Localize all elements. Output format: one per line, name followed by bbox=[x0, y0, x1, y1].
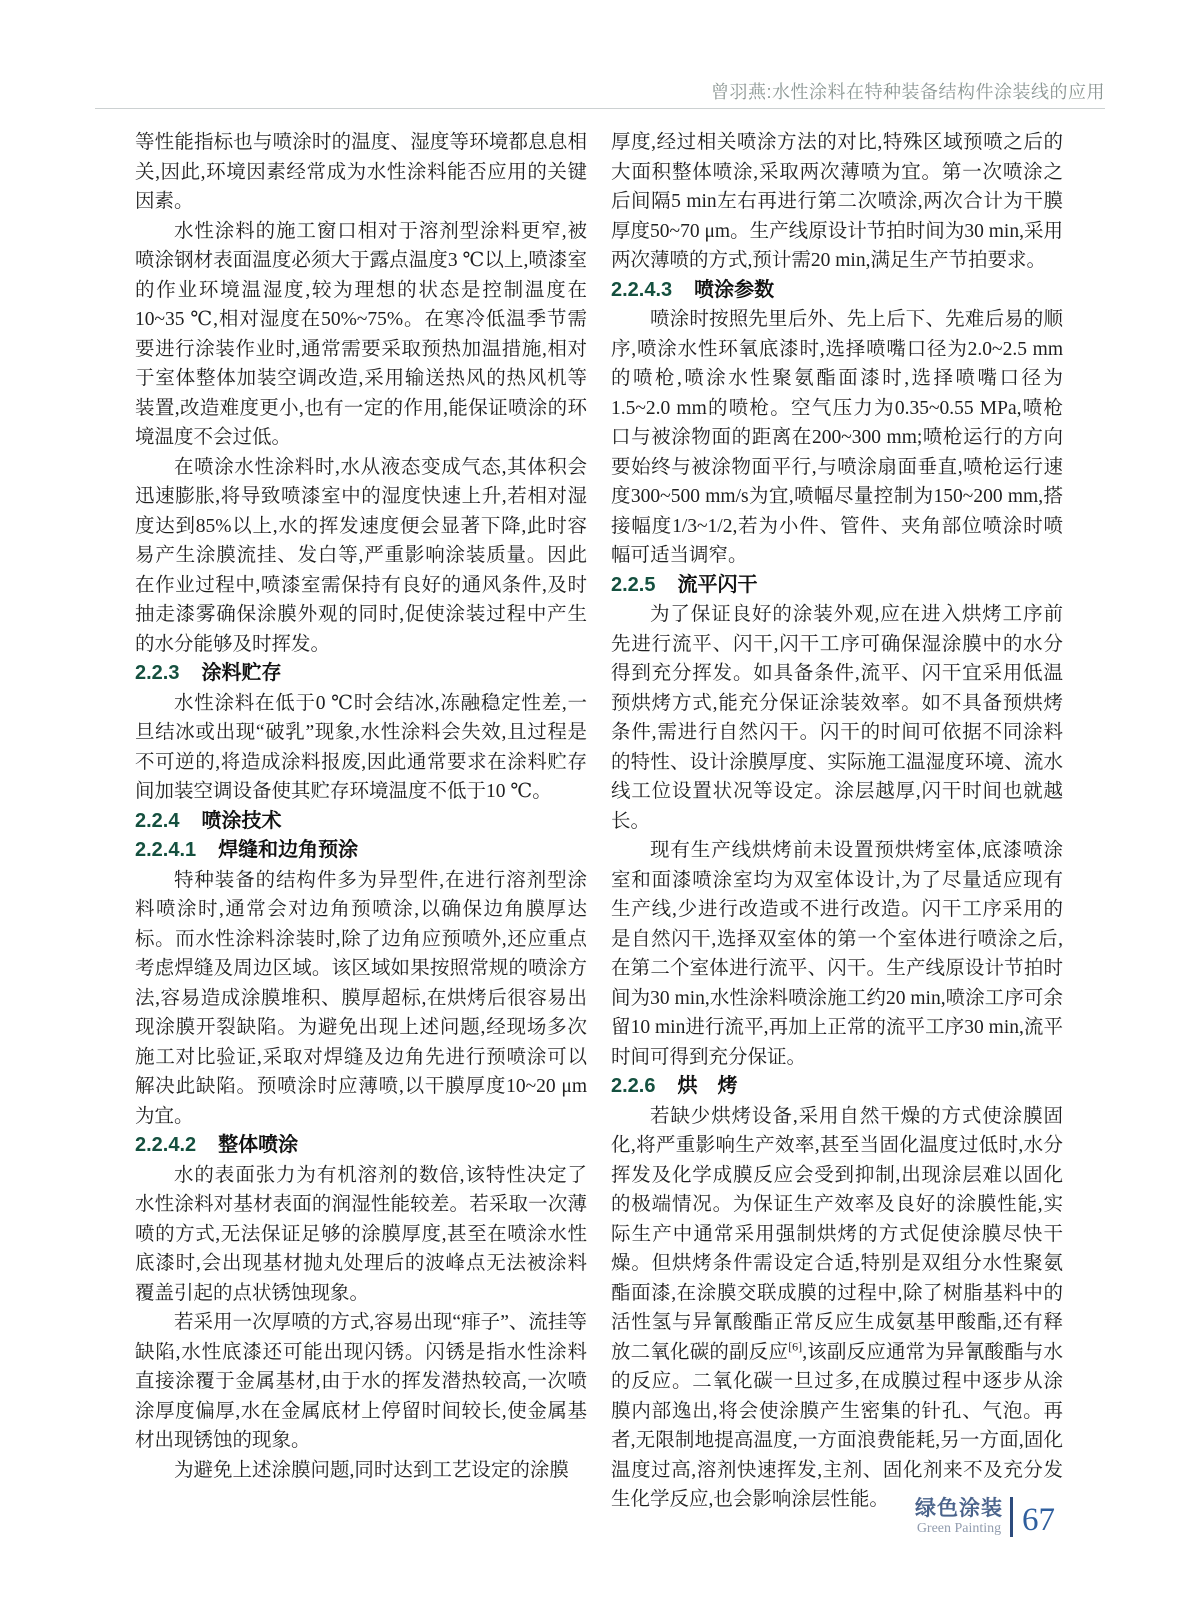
paragraph-text: 若缺少烘烤设备,采用自然干燥的方式使涂膜固化,将严重影响生产效率,甚至当固化温度过低时,水分挥发及化学成膜反应会受到抑制,出现涂层难以固化的极端情况。为保证生产效率及良好的涂膜性能,实际生产中通常采用强制烘烤的方式促使涂膜尽快干燥。但烘烤条件需设定合适,特别是双组分水性聚氨酯面漆,在涂膜交联成膜的过程中,除了树脂基料中的活性氢与异氰酸酯正常反应生成氨基甲酸酯,还有释放二氧化碳的副反应 bbox=[611, 1105, 1063, 1363]
paragraph: 特种装备的结构件多为异型件,在进行溶剂型涂料喷涂时,通常会对边角预喷涂,以确保边角膜厚达标。而水性涂料涂装时,除了边角应预喷外,还应重点考虑焊缝及周边区域。该区域如果按照常规的喷涂方法,容易造成涂膜堆积、膜厚超标,在烘烤后很容易出现涂膜开裂缺陷。为避免出现上述问题,经现场多次施工对比验证,采取对焊缝及边角先进行预喷涂可以解决此缺陷。预喷涂时应薄喷,以干膜厚度10~20 μm为宜。 bbox=[135, 869, 587, 1127]
running-head: 曾羽燕:水性涂料在特种装备结构件涂装线的应用 bbox=[711, 82, 1105, 102]
section-title: 流平闪干 bbox=[677, 573, 758, 596]
paragraph: 水性涂料在低于0 ℃时会结冰,冻融稳定性差,一旦结冰或出现“破乳”现象,水性涂料会失效,且过程是不可逆的,将造成涂料报废,因此通常要求在涂料贮存间加装空调设备使其贮存环境温度不低于10 ℃。 bbox=[135, 692, 587, 802]
paragraph: 现有生产线烘烤前未设置预烘烤室体,底漆喷涂室和面漆喷涂室均为双室体设计,为了尽量适应现有生产线,少进行改造或不进行改造。闪干工序采用的是自然闪干,选择双室体的第一个室体进行喷涂之后,在第二个室体进行流平、闪干。生产线原设计节拍时间为30 min,水性涂料喷涂施工约20 min,喷涂工序可余留10 min进行流平,再加上正常的流平工序30 min,流平时间可得到充分保证。 bbox=[611, 840, 1063, 1068]
paragraph: 喷涂时按照先里后外、先上后下、先难后易的顺序,喷涂水性环氧底漆时,选择喷嘴口径为2.0~2.5 mm的喷枪,喷涂水性聚氨酯面漆时,选择喷嘴口径为1.5~2.0 mm的喷枪。空气压力为0.35~0.55 MPa,喷枪口与被涂物面的距离在200~300 mm;喷枪运行的方向要始终与被涂物面平行,与喷涂扇面垂直,喷枪运行速度300~500 mm/s为宜,喷幅尽量控制为150~200 mm,搭接幅度1/3~1/2,若为小件、管件、夹角部位喷涂时喷幅可适当调窄。 bbox=[611, 309, 1063, 566]
journal-name-cn: 绿色涂装 bbox=[915, 1496, 1003, 1520]
section-number: 2.2.4.2 bbox=[135, 1134, 197, 1156]
section-title: 涂料贮存 bbox=[201, 662, 282, 684]
section-heading-226 bbox=[611, 1072, 1063, 1102]
paragraph: 在喷涂水性涂料时,水从液态变成气态,其体积会迅速膨胀,将导致喷漆室中的湿度快速上升,若相对湿度达到85%以上,水的挥发速度便会显著下降,此时容易产生涂膜流挂、发白等,严重影响涂装质量。因此在作业过程中,喷漆室需保持有良好的通风条件,及时抽走漆雾确保涂膜外观的同时,促使涂装过程中产生的水分能够及时挥发。 bbox=[135, 456, 587, 655]
paragraph-text: ,该副反应通常为异氰酸酯与水的反应。二氧化碳一旦过多,在成膜过程中逐步从涂膜内部逸出,将会使涂膜产生密集的针孔、气泡。再者,无限制地提高温度,一方面浪费能耗,另一方面,固化温度过高,溶剂快速挥发,主剂、固化剂来不及充分发生化学反应,也会影响涂层性能。 bbox=[611, 1341, 1063, 1510]
footer-divider-bar bbox=[1010, 1497, 1013, 1537]
section-heading-2242 bbox=[135, 1131, 587, 1161]
section-heading-2241 bbox=[135, 836, 587, 866]
section-heading-223 bbox=[135, 659, 587, 689]
left-column bbox=[135, 128, 587, 1515]
section-title: 整体喷涂 bbox=[218, 1134, 299, 1156]
page-number: 67 bbox=[1022, 1502, 1055, 1538]
section-heading-2243 bbox=[611, 276, 1063, 306]
journal-name-block bbox=[915, 1497, 1003, 1537]
paragraph: 水的表面张力为有机溶剂的数倍,该特性决定了水性涂料对基材表面的润湿性能较差。若采取一次薄喷的方式,无法保证足够的涂膜厚度,甚至在喷涂水性底漆时,会出现基材抛丸处理后的波峰点无法被涂料覆盖引起的点状锈蚀现象。 bbox=[135, 1164, 587, 1304]
paragraph bbox=[611, 1102, 1063, 1515]
paragraph: 若采用一次厚喷的方式,容易出现“痱子”、流挂等缺陷,水性底漆还可能出现闪锈。闪锈是指水性涂料直接涂覆于金属基材,由于水的挥发潜热较高,一次喷涂厚度偏厚,水在金属底材上停留时间较长,使金属基材出现锈蚀的现象。 bbox=[135, 1312, 587, 1451]
paragraph: 为避免上述涂膜问题,同时达到工艺设定的涂膜 bbox=[174, 1459, 569, 1481]
page-body bbox=[135, 128, 1063, 1515]
section-heading-224 bbox=[135, 807, 587, 837]
paragraph: 等性能指标也与喷涂时的温度、湿度等环境都息息相关,因此,环境因素经常成为水性涂料能否应用的关键因素。 bbox=[135, 132, 587, 212]
section-number: 2.2.4 bbox=[135, 809, 180, 832]
section-number: 2.2.4.1 bbox=[135, 839, 197, 861]
section-title: 烘 烤 bbox=[677, 1075, 738, 1097]
paragraph: 厚度,经过相关喷涂方法的对比,特殊区域预喷之后的大面积整体喷涂,采取两次薄喷为宜。第一次喷涂之后间隔5 min左右再进行第二次喷涂,两次合计为干膜厚度50~70 μm。生产线原设计节拍时间为30 min,采用两次薄喷的方式,预计需20 min,满足生产节拍要求。 bbox=[611, 132, 1063, 271]
section-title: 喷涂技术 bbox=[201, 809, 282, 832]
right-column bbox=[611, 128, 1063, 1515]
paragraph: 水性涂料的施工窗口相对于溶剂型涂料更窄,被喷涂钢材表面温度必须大于露点温度3 ℃以上,喷漆室的作业环境温湿度,较为理想的状态是控制温度在10~35 ℃,相对湿度在50%~75%。在寒冷低温季节需要进行涂装作业时,通常需要采取预热加温措施,相对于室体整体加装空调改造,采用输送热风的热风机等装置,改造难度更小,也有一定的作用,能保证喷涂的环境温度不会过低。 bbox=[135, 220, 587, 448]
citation-ref: [6] bbox=[788, 1339, 803, 1353]
paragraph: 为了保证良好的涂装外观,应在进入烘烤工序前先进行流平、闪干,闪干工序可确保湿涂膜中的水分得到充分挥发。如具备条件,流平、闪干宜采用低温预烘烤方式,能充分保证涂装效率。如不具备预烘烤条件,需进行自然闪干。闪干的时间可依据不同涂料的特性、设计涂膜厚度、实际施工温湿度环境、流水线工位设置状况等设定。涂层越厚,闪干时间也就越长。 bbox=[611, 604, 1063, 832]
section-title: 喷涂参数 bbox=[694, 278, 775, 301]
journal-name-en: Green Painting bbox=[916, 1520, 1002, 1536]
section-number: 2.2.3 bbox=[135, 662, 180, 684]
section-number: 2.2.5 bbox=[611, 573, 656, 596]
section-title: 焊缝和边角预涂 bbox=[218, 839, 359, 861]
section-heading-225 bbox=[611, 571, 1063, 601]
header-rule bbox=[95, 108, 1105, 109]
section-number: 2.2.4.3 bbox=[611, 278, 673, 301]
page-footer bbox=[915, 1494, 1055, 1539]
section-number: 2.2.6 bbox=[611, 1075, 656, 1097]
